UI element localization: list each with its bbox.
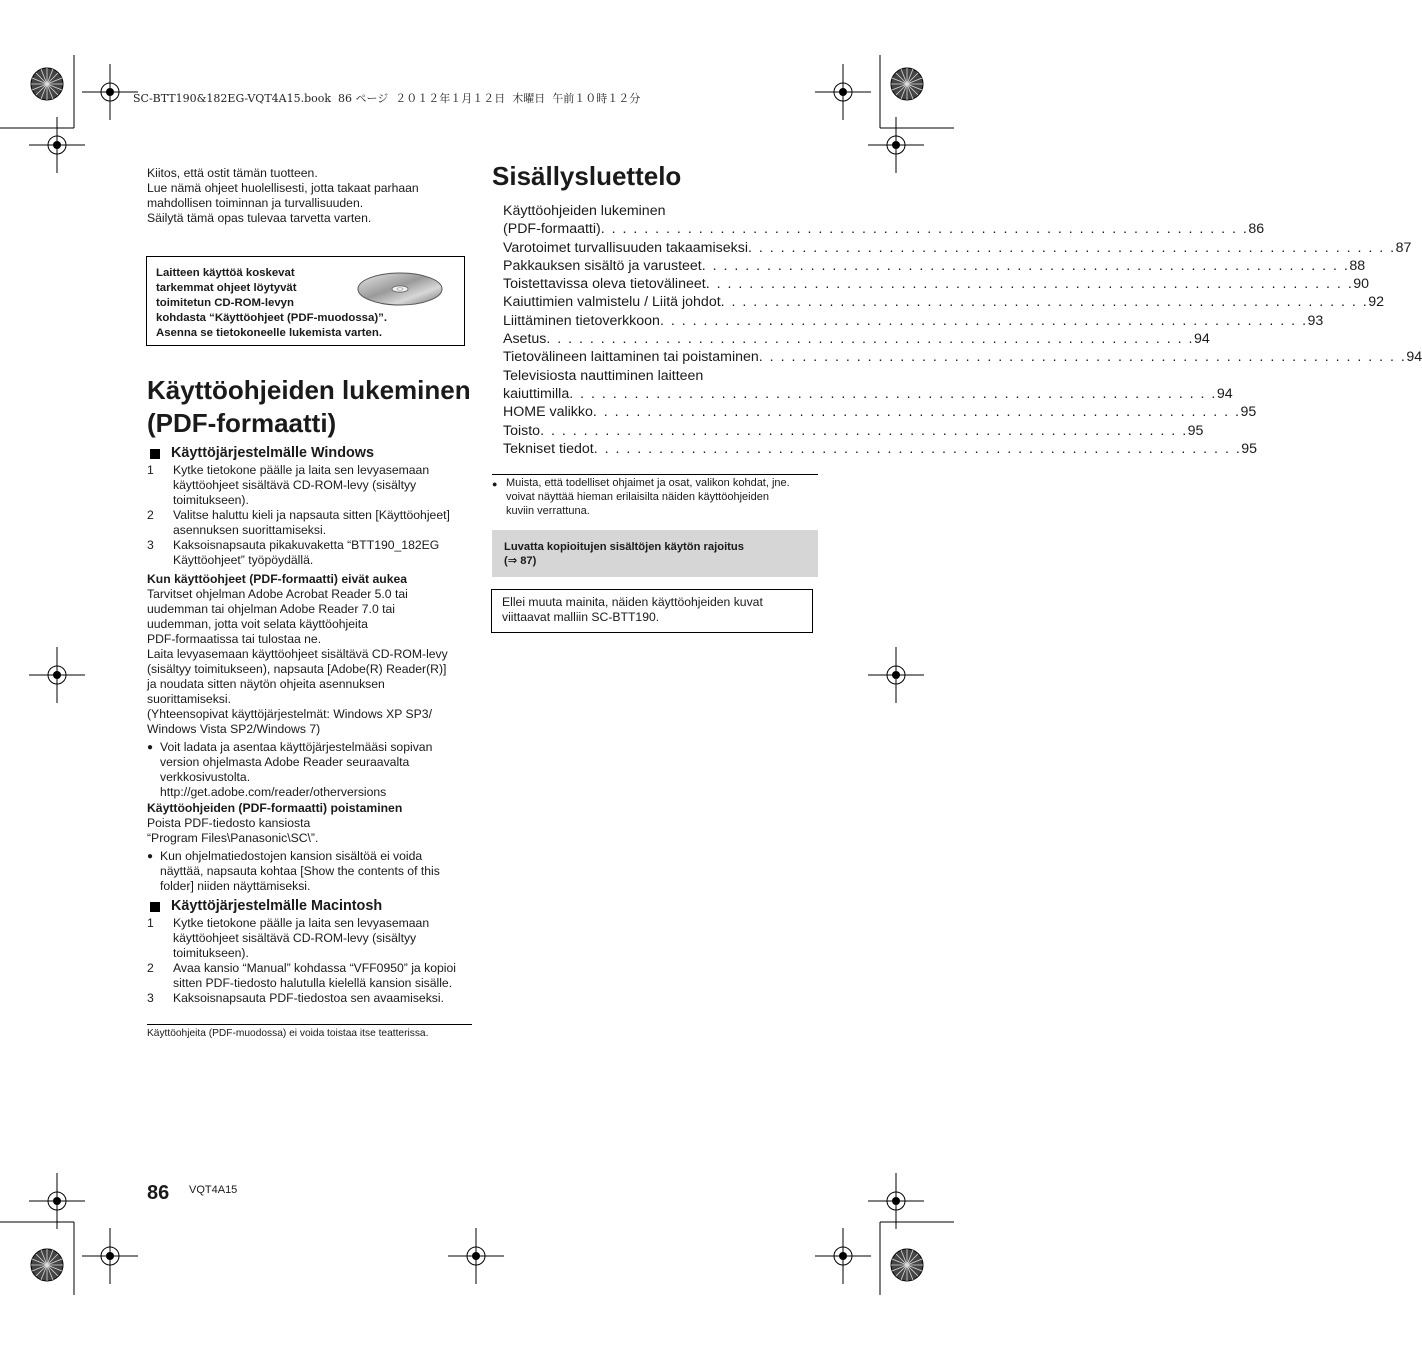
bullet-dot-icon: ●: [147, 851, 154, 862]
step-line: Valitse haluttu kieli ja napsauta sitten [Käyttöohjeet]: [173, 508, 450, 522]
body-line: (sisältyy toimitukseen), napsauta [Adobe(R) Reader(R)]: [147, 662, 447, 676]
bullet-line: Voit ladata ja asentaa käyttöjärjestelmääsi sopivan: [160, 740, 433, 754]
step-line: Kaksoisnapsauta PDF-tiedostoa sen avaamiseksi.: [173, 991, 444, 1005]
toc-leader-dots: . . . . . . . . . . . . . . . . . . . . . . . . . . . . . . . . . . . . . . . . . . . . . . . . . . . . . . . . . . . .: [758, 349, 1407, 366]
toc-entry-title: Liittäminen tietoverkkoon: [503, 312, 660, 329]
copy-restriction-text: [504, 540, 744, 568]
cd-notice-line: Laitteen käyttöä koskevat: [156, 267, 295, 279]
step-number: 1: [147, 463, 154, 477]
toc-entry-page: 94: [1193, 331, 1210, 348]
bullet-item: [147, 740, 472, 800]
note-line: Muista, että todelliset ohjaimet ja osat, valikon kohdat, jne.: [506, 477, 790, 489]
step-line: toimitukseen).: [173, 946, 249, 960]
toc-entry[interactable]: [503, 422, 1204, 440]
toc-entry[interactable]: [503, 403, 1257, 421]
toc-leader-dots: . . . . . . . . . . . . . . . . . . . . . . . . . . . . . . . . . . . . . . . . . . . . . . . . . . . . . . . . . . . .: [592, 404, 1241, 421]
toc-entry-page: 86: [1248, 221, 1265, 238]
step-line: käyttöohjeet sisältävä CD-ROM-levy (sisältyy: [173, 478, 417, 492]
body-line: “Program Files\Panasonic\SC\”.: [147, 831, 319, 845]
toc-entry-title: HOME valikko: [503, 404, 593, 421]
toc-leader-dots: . . . . . . . . . . . . . . . . . . . . . . . . . . . . . . . . . . . . . . . . . . . . . . . . . . . . . . . . . . . .: [705, 276, 1354, 293]
body-line: Poista PDF-tiedosto kansiosta: [147, 816, 311, 830]
bullet-dot-icon: ●: [492, 479, 498, 489]
body-line: Laita levyasemaan käyttöohjeet sisältävä CD-ROM-levy: [147, 647, 448, 661]
step-item: [147, 463, 472, 508]
bullet-line: version ohjelmasta Adobe Reader seuraavalta: [160, 755, 410, 769]
toc-entry-page: 95: [1241, 440, 1258, 457]
body-line: uudemman, jotta voit selata käyttöohjeita: [147, 617, 368, 631]
bullet-item: [147, 849, 472, 894]
square-bullet-icon: [150, 449, 160, 459]
footnote: Käyttöohjeita (PDF-muodossa) ei voida toistaa itse teatterissa.: [147, 1028, 429, 1039]
title-line: (PDF-formaatti): [147, 408, 337, 438]
step-item: [147, 991, 472, 1006]
bullet-line: verkkosivustolta.: [160, 770, 251, 784]
toc-entry-title: Pakkauksen sisältö ja varusteet: [503, 257, 702, 274]
copy-restriction-box: [492, 530, 818, 577]
step-number: 1: [147, 916, 154, 930]
toc-title: Sisällysluettelo: [492, 161, 682, 191]
toc-entry[interactable]: [503, 385, 1233, 403]
toc-leader-dots: . . . . . . . . . . . . . . . . . . . . . . . . . . . . . . . . . . . . . . . . . . . . . . . . . . . . . . . . . . . .: [701, 257, 1350, 274]
step-line: Kytke tietokone päälle ja laita sen levyasemaan: [173, 916, 430, 930]
toc-entry-page: 88: [1349, 257, 1366, 274]
windows-heading: [147, 446, 472, 461]
toc-entry-title: Toisto: [503, 422, 541, 439]
toc-entry[interactable]: [503, 257, 1366, 275]
footnote-divider: [147, 1024, 472, 1025]
toc-entry-page: 95: [1187, 422, 1204, 439]
toc-leader-dots: . . . . . . . . . . . . . . . . . . . . . . . . . . . . . . . . . . . . . . . . . . . . . . . . . . . . . . . . . . . .: [659, 312, 1308, 329]
mac-heading-label: Käyttöjärjestelmälle Macintosh: [171, 898, 383, 914]
toc-entry-title: Varotoimet turvallisuuden takaamiseksi: [503, 239, 748, 256]
toc-entry[interactable]: [503, 293, 1385, 311]
toc-leader-dots: . . . . . . . . . . . . . . . . . . . . . . . . . . . . . . . . . . . . . . . . . . . . . . . . . . . . . . . . . . . .: [720, 294, 1369, 311]
body-line: Windows Vista SP2/Windows 7): [147, 722, 321, 736]
step-line: Kaksoisnapsauta pikakuvaketta “BTT190_182EG: [173, 538, 440, 552]
toc-entry[interactable]: [503, 348, 1422, 366]
step-item: [147, 916, 472, 961]
info-line: viittaavat malliin SC-BTT190.: [502, 610, 660, 624]
bullet-item: [492, 476, 818, 518]
toc-heading-line: Televisiosta nauttiminen laitteen: [503, 367, 704, 384]
file-header-line: SC-BTT190&182EG-VQT4A15.book 86 ページ ２０１２年１月１２日 木曜日 午前１０時１２分: [133, 92, 641, 105]
mac-heading: [147, 899, 472, 914]
toc-entry[interactable]: [503, 330, 1210, 348]
step-number: 2: [147, 508, 154, 522]
body-line: (Yhteensopivat käyttöjärjestelmät: Windows XP SP3/: [147, 707, 432, 721]
document-code: VQT4A15: [189, 1184, 238, 1196]
toc-leader-dots: . . . . . . . . . . . . . . . . . . . . . . . . . . . . . . . . . . . . . . . . . . . . . . . . . . . . . . . . . . . .: [600, 221, 1249, 238]
toc-entry[interactable]: [503, 239, 1412, 257]
body-line: uudemman tai ohjelman Adobe Reader 7.0 tai: [147, 602, 395, 616]
step-line: Kytke tietokone päälle ja laita sen levyasemaan: [173, 463, 430, 477]
toc-entry-title: kaiuttimilla: [503, 385, 570, 402]
body-line: suorittamiseksi.: [147, 692, 231, 706]
intro-line: Lue nämä ohjeet huolellisesti, jotta takaat parhaan: [147, 181, 419, 195]
toc-entry[interactable]: [503, 220, 1265, 238]
pdf-remove-heading: Käyttöohjeiden (PDF-formaatti) poistaminen: [147, 801, 403, 815]
toc-leader-dots: . . . . . . . . . . . . . . . . . . . . . . . . . . . . . . . . . . . . . . . . . . . . . . . . . . . . . . . . . . . .: [540, 422, 1188, 439]
adobe-reader-url: http://get.adobe.com/reader/otherversions: [160, 785, 387, 799]
toc-entry-title: Kaiuttimien valmistelu / Liitä johdot: [503, 294, 721, 311]
toc-entry-page: 87: [1395, 239, 1412, 256]
step-number: 3: [147, 538, 154, 552]
cd-notice-line: Asenna se tietokoneelle lukemista varten.: [156, 327, 383, 339]
step-line: Käyttöohjeet” työpöydällä.: [173, 553, 314, 567]
cd-rom-notice-box: [146, 256, 465, 346]
body-line: PDF-formaatissa tai tulostaa ne.: [147, 632, 322, 646]
toc-entry-title: Tietovälineen laittaminen tai poistaminen: [503, 349, 759, 366]
table-of-contents: [503, 202, 1422, 458]
toc-leader-dots: . . . . . . . . . . . . . . . . . . . . . . . . . . . . . . . . . . . . . . . . . . . . . . . . . . . . . . . . . . . .: [593, 440, 1242, 457]
cd-rom-disc-icon: [357, 271, 443, 307]
intro-line: mahdollisen toiminnan ja turvallisuuden.: [147, 196, 364, 210]
toc-group: [503, 220, 1422, 366]
copy-restriction-line: Luvatta kopioitujen sisältöjen käytön rajoitus: [504, 541, 744, 553]
title-line: Käyttöohjeiden lukeminen: [147, 375, 471, 405]
toc-leader-dots: . . . . . . . . . . . . . . . . . . . . . . . . . . . . . . . . . . . . . . . . . . . . . . . . . . . . . . . . . . . .: [546, 331, 1194, 348]
toc-entry-page: 93: [1307, 312, 1324, 329]
toc-leader-dots: . . . . . . . . . . . . . . . . . . . . . . . . . . . . . . . . . . . . . . . . . . . . . . . . . . . . . . . . . . . .: [569, 385, 1217, 402]
note-divider: [492, 474, 818, 475]
step-item: [147, 538, 472, 568]
toc-entry-page: 94: [1406, 349, 1422, 366]
info-line: Ellei muuta mainita, näiden käyttöohjeiden kuvat: [502, 595, 763, 609]
cd-rom-notice-text: [156, 266, 387, 341]
step-item: [147, 508, 472, 538]
pdf-not-open-heading: Kun käyttöohjeet (PDF-formaatti) eivät aukea: [147, 572, 408, 586]
model-info-text: [502, 595, 763, 625]
bullet-line: folder] niiden näyttämiseksi.: [160, 879, 311, 893]
intro-line: Säilytä tämä opas tulevaa tarvetta varten.: [147, 211, 372, 225]
page-number: 86: [147, 1182, 170, 1204]
square-bullet-icon: [150, 902, 160, 912]
toc-entry-page: 95: [1240, 404, 1257, 421]
toc-entry[interactable]: [503, 275, 1370, 293]
windows-heading-label: Käyttöjärjestelmälle Windows: [171, 445, 374, 461]
cd-notice-line: toimitetun CD-ROM-levyn: [156, 297, 294, 309]
toc-entry-title: Asetus: [503, 331, 547, 348]
toc-entry-title: (PDF-formaatti): [503, 221, 601, 238]
windows-steps: [147, 463, 472, 568]
body-line: ja noudata sitten näytön ohjeita asennuksen: [147, 677, 385, 691]
step-line: toimitukseen).: [173, 493, 249, 507]
step-item: [147, 961, 472, 991]
toc-leader-dots: . . . . . . . . . . . . . . . . . . . . . . . . . . . . . . . . . . . . . . . . . . . . . . . . . . . . . . . . . . . .: [747, 239, 1396, 256]
windows-section: [147, 446, 472, 1006]
step-number: 2: [147, 961, 154, 975]
note-line: kuviin verrattuna.: [506, 505, 590, 517]
toc-entry-page: 94: [1216, 385, 1233, 402]
body-line: Tarvitset ohjelman Adobe Acrobat Reader 5.0 tai: [147, 587, 408, 601]
step-line: sitten PDF-tiedosto halutulla kielellä kansion sisälle.: [173, 976, 453, 990]
step-line: Avaa kansio “Manual” kohdassa “VFF0950” ja kopioi: [173, 961, 456, 975]
toc-entry-page: 90: [1353, 276, 1370, 293]
bullet-line: Kun ohjelmatiedostojen kansion sisältöä ei voida: [160, 849, 423, 863]
toc-entry-page: 92: [1368, 294, 1385, 311]
cd-notice-line: tarkemmat ohjeet löytyvät: [156, 282, 297, 294]
toc-heading-line: Käyttöohjeiden lukeminen: [503, 203, 666, 219]
page-reference: (⇒ 87): [504, 555, 537, 567]
note-text: [492, 476, 818, 518]
step-number: 3: [147, 991, 154, 1005]
intro-text: [147, 166, 447, 226]
note-line: voivat näyttää hieman erilaisilta näiden käyttöohjeiden: [506, 491, 769, 503]
toc-group: [503, 385, 1258, 458]
intro-line: Kiitos, että ostit tämän tuotteen.: [147, 166, 318, 180]
mac-steps: [147, 916, 472, 1006]
step-line: asennuksen suorittamiseksi.: [173, 523, 327, 537]
cd-notice-line: kohdasta “Käyttöohjeet (PDF-muodossa)”.: [156, 312, 387, 324]
step-line: käyttöohjeet sisältävä CD-ROM-levy (sisältyy: [173, 931, 417, 945]
bullet-line: näyttää, napsauta kohtaa [Show the contents of this: [160, 864, 440, 878]
page-title-pdf: [147, 374, 471, 440]
toc-entry-title: Toistettavissa oleva tietovälineet: [503, 276, 706, 293]
toc-entry[interactable]: [503, 312, 1324, 330]
model-info-box: [491, 589, 813, 633]
toc-entry-title: Tekniset tiedot: [503, 440, 594, 457]
bullet-dot-icon: ●: [147, 742, 154, 753]
toc-entry[interactable]: [503, 440, 1258, 458]
